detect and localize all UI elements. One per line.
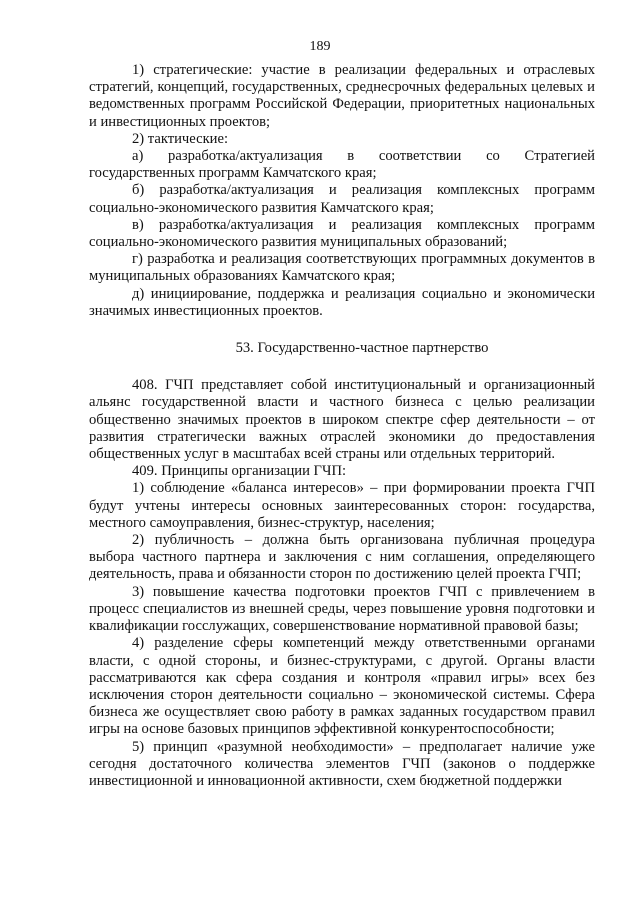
paragraph: 3) повышение качества подготовки проектов ГЧП с привлечением в процесс специалистов из внешней среды, через повышение уровня подготовки и квалификации госслужащих, совершенствование нормативной правовой базы;: [89, 583, 595, 635]
paragraph: 409. Принципы организации ГЧП:: [132, 463, 347, 480]
paragraph: г) разработка и реализация соответствующих программных документов в муниципальных образованиях Камчатского края;: [89, 251, 595, 285]
paragraph: 2) тактические:: [132, 130, 229, 147]
page-number: 189: [309, 39, 331, 54]
paragraph: в) разработка/актуализация и реализация комплексных программ социально-экономического развития муниципальных образований;: [89, 216, 595, 251]
paragraph: 4) разделение сферы компетенций между ответственными органами власти, с одной стороны, и бизнес-структурами, с другой. Органы власти рассматриваются как сфера создания и контроля «правил игры» всех без исключения сторон деятельности социально – экономической системы. Сфера бизнеса же осуществляет свою работу в рамках заданных государством правил игры на основе базовых принципов эффективной конкурентоспособности;: [89, 635, 595, 738]
paragraph: 408. ГЧП представляет собой институциональный и организационный альянс государственной власти и частного бизнеса с целью реализации общественно значимых проектов в широком спектре сфер деятельности – от развития стратегически важных отраслей экономики до предоставления общественных услуг в масштабах всей страны или отдельных территорий.: [89, 377, 595, 463]
paragraph: 2) публичность – должна быть организована публичная процедура выбора частного партнера и заключения с ним соглашения, определяющего деятельность, права и обязанности сторон по достижению целей проекта ГЧП;: [89, 532, 595, 583]
paragraph: д) инициирование, поддержка и реализация социально и экономически значимых инвестиционных проектов.: [89, 285, 595, 319]
paragraph: 1) соблюдение «баланса интересов» – при формировании проекта ГЧП будут учтены интересы основных заинтересованных сторон: государства, местного самоуправления, бизнес-структур, населения;: [89, 480, 595, 531]
section-heading: 53. Государственно-частное партнерство: [235, 340, 489, 357]
paragraph: б) разработка/актуализация и реализация комплексных программ социально-экономического развития Камчатского края;: [89, 182, 595, 216]
paragraph: 5) принцип «разумной необходимости» – предполагает наличие уже сегодня достаточного количества элементов ГЧП (законов о поддержке инвестиционной и инновационной активности, схем бюджетной поддержки: [89, 738, 595, 789]
paragraph: 1) стратегические: участие в реализации федеральных и отраслевых стратегий, концепций, государственных, среднесрочных федеральных целевых и ведомственных программ Российской Федерации, приоритетных национальных и инвестиционных проектов;: [89, 62, 595, 130]
paragraph: а) разработка/актуализация в соответствии со Стратегией государственных программ Камчатского края;: [89, 148, 595, 182]
document-body: [89, 62, 595, 790]
